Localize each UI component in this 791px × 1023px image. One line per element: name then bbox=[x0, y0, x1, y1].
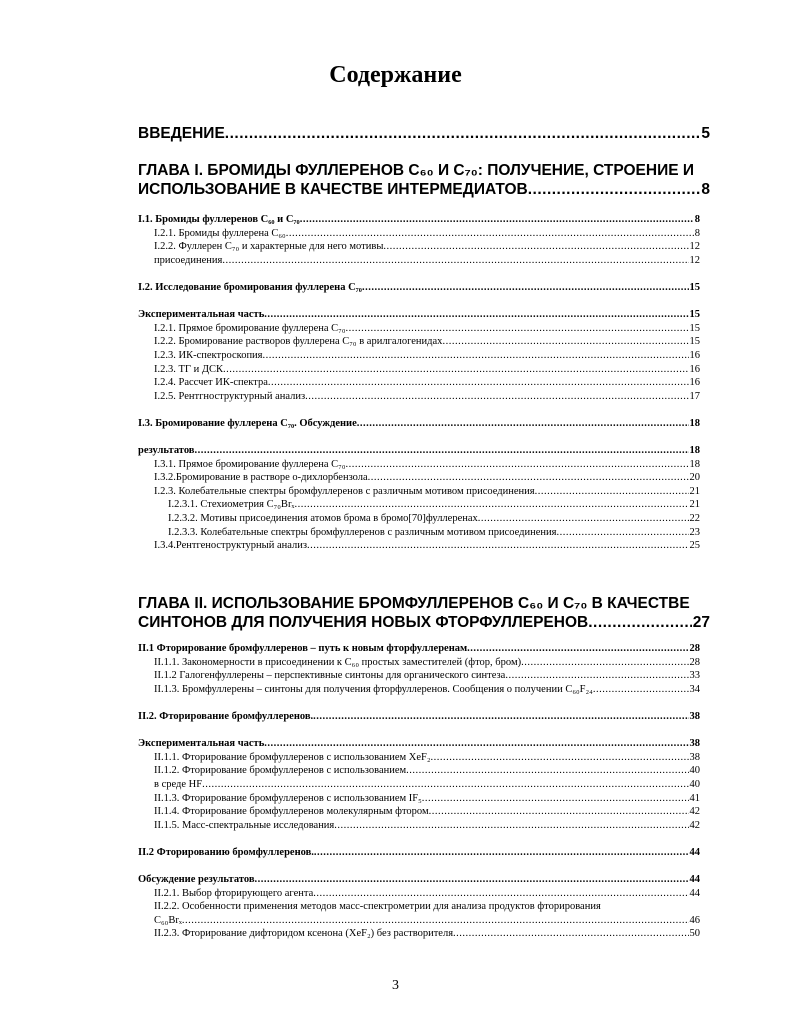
toc-entry-page: 15 bbox=[689, 336, 700, 348]
toc-entry[interactable] bbox=[138, 227, 700, 241]
toc-entry-title: Экспериментальная часть bbox=[138, 309, 265, 321]
toc-entry-title: Обсуждение результатов bbox=[138, 874, 255, 886]
toc-entry-page: 38 bbox=[689, 710, 700, 722]
toc-entry[interactable] bbox=[138, 349, 700, 363]
toc-entry-title: I.2.4. Рассчет ИК-спектра bbox=[154, 377, 268, 389]
toc-entry[interactable] bbox=[138, 322, 700, 336]
toc-entry[interactable] bbox=[138, 471, 700, 485]
toc-entry-title: I.2.3.1. Стехиометрия C₇₀Brₓ bbox=[168, 499, 295, 511]
toc-entry[interactable] bbox=[138, 526, 700, 540]
toc-entry-page: 22 bbox=[689, 513, 700, 525]
toc-entry-page: 18 bbox=[689, 445, 700, 457]
toc-entry[interactable] bbox=[138, 539, 700, 553]
toc-entry-title: I.2.3.2. Мотивы присоединения атомов брома в бромо[70]фуллеренах bbox=[168, 513, 478, 525]
toc-entry-title: I.2.3. ИК-спектроскопия bbox=[154, 349, 263, 361]
toc-entry-title: I.2.1. Бромиды фуллерена C₆₀ bbox=[154, 227, 286, 239]
leader-dots bbox=[383, 240, 688, 254]
toc-entry-title: II.2 Фторированию бромфуллеренов. bbox=[138, 846, 314, 858]
page-title: Содержание bbox=[329, 62, 462, 88]
toc-entry-title: II.1.1. Фторирование бромфуллеренов с использованием XeF₂ bbox=[154, 751, 431, 763]
toc-entry-page: 28 bbox=[689, 656, 700, 668]
toc-entry-title: I.2.3.3. Колебательные спектры бромфуллеренов с различным мотивом присоединения bbox=[168, 526, 557, 538]
toc-entry[interactable] bbox=[138, 417, 700, 431]
toc-introduction-page: 5 bbox=[701, 125, 710, 142]
leader-dots bbox=[588, 613, 692, 632]
leader-dots bbox=[314, 846, 689, 860]
toc-entry-page: 16 bbox=[689, 349, 700, 361]
leader-dots bbox=[286, 227, 694, 241]
toc-entry-page: 33 bbox=[689, 670, 700, 682]
leader-dots bbox=[453, 927, 688, 941]
toc-entry[interactable] bbox=[138, 778, 700, 792]
toc-entry-page: 44 bbox=[689, 887, 700, 899]
leader-dots bbox=[442, 335, 688, 349]
toc-entry[interactable] bbox=[138, 737, 700, 751]
toc-entry-title: в среде HF bbox=[154, 778, 203, 790]
toc-entry-page: 38 bbox=[689, 738, 700, 750]
leader-dots bbox=[255, 873, 689, 887]
toc-entry-title: II.1 Фторирование бромфуллеренов – путь к новым фторфуллеренам bbox=[138, 643, 468, 654]
leader-dots bbox=[202, 778, 688, 792]
toc-entry-page: 16 bbox=[689, 363, 700, 375]
leader-dots bbox=[268, 376, 689, 390]
toc-entry-title: II.1.3. Фторирование бромфуллеренов с использованием IF₅ bbox=[154, 792, 422, 804]
leader-dots bbox=[478, 512, 689, 526]
leader-dots bbox=[593, 683, 689, 697]
toc-chapter-2-entries bbox=[138, 642, 700, 941]
toc-entry[interactable] bbox=[138, 792, 700, 806]
leader-dots bbox=[223, 363, 688, 377]
toc-entry-page: 23 bbox=[689, 526, 700, 538]
leader-dots bbox=[505, 669, 688, 683]
toc-entry-title: II.1.2. Фторирование бромфуллеренов с использованием bbox=[154, 765, 407, 777]
toc-entry[interactable] bbox=[138, 751, 700, 765]
toc-introduction-label: ВВЕДЕНИЕ bbox=[138, 125, 225, 142]
toc-entry-page: 42 bbox=[689, 819, 700, 831]
toc-entry-page: 18 bbox=[689, 458, 700, 470]
toc-entry-title: I.3. Бромирование фуллерена C₇₀. Обсуждение bbox=[138, 417, 357, 429]
toc-entry-title: II.1.3. Бромфуллерены – синтоны для получения фторфуллеренов. Сообщения о получении C₆₀F₂₄ bbox=[154, 683, 593, 695]
toc-entry[interactable] bbox=[138, 498, 700, 512]
leader-dots bbox=[362, 281, 689, 295]
toc-entry-page: 38 bbox=[689, 751, 700, 763]
toc-entry-page: 25 bbox=[689, 540, 700, 552]
toc-entry-title: Экспериментальная часть bbox=[138, 738, 265, 750]
toc-entry[interactable] bbox=[138, 240, 700, 254]
toc-entry-title: II.2. Фторирование бромфуллеренов. bbox=[138, 710, 314, 722]
leader-dots bbox=[334, 819, 688, 833]
toc-entry-page: 15 bbox=[689, 309, 700, 321]
toc-entry-title: I.3.1. Прямое бромирование фуллерена C₇₀ bbox=[154, 458, 346, 470]
toc-entry-page: 28 bbox=[689, 643, 700, 654]
toc-entry-title: I.2. Исследование бромирования фуллерена C₇₀ bbox=[138, 281, 362, 293]
toc-entry[interactable] bbox=[138, 683, 700, 697]
toc-entry-title: II.2.3. Фторирование дифторидом ксенона (XeF₂) без растворителя bbox=[154, 928, 454, 940]
spacer bbox=[138, 696, 700, 710]
toc-introduction[interactable] bbox=[138, 124, 710, 143]
toc-entry-page: 15 bbox=[689, 322, 700, 334]
toc-entry[interactable] bbox=[138, 710, 700, 724]
toc-entry[interactable] bbox=[138, 335, 700, 349]
leader-dots bbox=[305, 390, 688, 404]
toc-entry-page: 12 bbox=[689, 241, 700, 253]
toc-entry-page: 46 bbox=[689, 914, 700, 926]
toc-entry[interactable] bbox=[138, 485, 700, 499]
toc-entry-page: 40 bbox=[689, 765, 700, 777]
toc-entry[interactable] bbox=[138, 390, 700, 404]
leader-dots bbox=[406, 764, 688, 778]
toc-entry[interactable] bbox=[138, 764, 700, 778]
toc-entry-title: I.3.2.Бромирование в растворе о-дихлорбензола bbox=[154, 472, 368, 484]
toc-entry-page: 17 bbox=[689, 390, 700, 402]
toc-chapter-1[interactable] bbox=[138, 161, 710, 199]
leader-dots bbox=[556, 526, 688, 540]
toc-entry[interactable] bbox=[138, 846, 700, 860]
leader-dots bbox=[294, 498, 688, 512]
toc-chapter-1-entries bbox=[138, 213, 700, 553]
toc-entry-page: 15 bbox=[689, 281, 700, 293]
chapter-1-title-line-2: ИСПОЛЬЗОВАНИЕ В КАЧЕСТВЕ ИНТЕРМЕДИАТОВ bbox=[138, 181, 528, 198]
toc-entry[interactable] bbox=[138, 308, 700, 322]
toc-entry-title: C₆₀Brₓ bbox=[154, 914, 182, 926]
toc-entry-title: присоединения bbox=[154, 254, 223, 266]
toc-entry-page: 18 bbox=[689, 417, 700, 429]
leader-dots bbox=[313, 710, 688, 724]
toc-entry[interactable] bbox=[138, 669, 700, 683]
toc-entry[interactable] bbox=[138, 213, 700, 227]
toc-entry-page: 40 bbox=[689, 778, 700, 790]
leader-dots bbox=[300, 213, 694, 227]
toc-entry-page: 21 bbox=[689, 485, 700, 497]
toc-entry-page: 20 bbox=[689, 472, 700, 484]
spacer bbox=[138, 724, 700, 738]
leader-dots bbox=[307, 539, 688, 553]
leader-dots bbox=[264, 737, 688, 751]
toc-entry-title: II.1.4. Фторирование бромфуллеренов молекулярным фтором bbox=[154, 806, 429, 818]
toc-entry-title: II.1.1. Закономерности в присоединении к C₆₀ простых заместителей (фтор, бром) bbox=[154, 656, 522, 668]
spacer bbox=[138, 403, 700, 417]
toc-entry-page: 8 bbox=[694, 227, 700, 239]
toc-entry-title: II.1.2 Галогенфуллерены – перспективные синтоны для органического синтеза bbox=[154, 670, 506, 682]
leader-dots bbox=[368, 471, 689, 485]
leader-dots bbox=[225, 124, 701, 143]
toc-entry[interactable] bbox=[138, 656, 700, 670]
toc-entry-page: 44 bbox=[689, 846, 700, 858]
toc-entry-title: I.2.2. Фуллерен C₇₀ и характерные для него мотивы bbox=[154, 241, 384, 253]
toc-entry[interactable] bbox=[138, 887, 700, 901]
toc-entry[interactable] bbox=[138, 254, 700, 268]
toc-entry-title: I.1. Бромиды фуллеренов C₆₀ и C₇₀ bbox=[138, 214, 300, 225]
toc-entry-page: 34 bbox=[689, 683, 700, 695]
toc-entry-title: II.2.1. Выбор фторирующего агента bbox=[154, 887, 314, 899]
toc-entry[interactable] bbox=[138, 914, 700, 928]
leader-dots bbox=[313, 887, 688, 901]
chapter-1-title-line-1: ГЛАВА I. БРОМИДЫ ФУЛЛЕРЕНОВ C₆₀ И C₇₀: ПОЛУЧЕНИЕ, СТРОЕНИЕ И bbox=[138, 162, 695, 179]
chapter-2-title-line-2: СИНТОНОВ ДЛЯ ПОЛУЧЕНИЯ НОВЫХ ФТОРФУЛЛЕРЕНОВ bbox=[138, 614, 589, 631]
toc-entry[interactable] bbox=[138, 805, 700, 819]
toc-entry[interactable] bbox=[138, 363, 700, 377]
leader-dots bbox=[194, 444, 688, 458]
leader-dots bbox=[429, 805, 689, 819]
leader-dots bbox=[467, 642, 688, 656]
page-number: 3 bbox=[392, 978, 399, 993]
toc-entry-title: I.2.2. Бромирование растворов фуллерена C₇₀ в арилгалогенидах bbox=[154, 336, 443, 348]
leader-dots bbox=[346, 458, 689, 472]
toc-entry-title: результатов bbox=[138, 445, 195, 457]
toc-entry-title: I.2.5. Рентгноструктурный анализ bbox=[154, 390, 306, 402]
toc-entry[interactable] bbox=[138, 376, 700, 390]
toc-entry[interactable] bbox=[138, 819, 700, 833]
toc-entry-page: 44 bbox=[689, 874, 700, 886]
spacer bbox=[138, 832, 700, 846]
leader-dots bbox=[264, 308, 688, 322]
toc-entry-page: 42 bbox=[689, 806, 700, 818]
toc-entry-title: I.3.4.Рентгеноструктурный анализ bbox=[154, 540, 308, 552]
leader-dots bbox=[346, 322, 689, 336]
toc-entry[interactable] bbox=[138, 458, 700, 472]
toc-entry[interactable] bbox=[138, 642, 700, 656]
leader-dots bbox=[535, 485, 689, 499]
chapter-2-title-line-1: ГЛАВА II. ИСПОЛЬЗОВАНИЕ БРОМФУЛЛЕРЕНОВ C₆₀ И C₇₀ В КАЧЕСТВЕ bbox=[138, 595, 690, 612]
toc-entry[interactable] bbox=[138, 444, 700, 458]
leader-dots bbox=[521, 656, 688, 670]
toc-entry[interactable] bbox=[138, 281, 700, 295]
toc-entry[interactable] bbox=[138, 927, 700, 941]
toc-entry-page: 12 bbox=[689, 254, 700, 266]
toc-entry-page: 16 bbox=[689, 377, 700, 389]
chapter-2-page: 27 bbox=[692, 614, 710, 631]
leader-dots bbox=[431, 751, 689, 765]
leader-dots bbox=[182, 914, 689, 928]
leader-dots bbox=[422, 792, 689, 806]
leader-dots bbox=[263, 349, 689, 363]
toc-entry[interactable] bbox=[138, 900, 700, 914]
spacer bbox=[138, 267, 700, 281]
toc-entry-title: II.2.2. Особенности применения методов масс-спектрометрии для анализа продуктов фторирования bbox=[154, 901, 601, 913]
spacer bbox=[138, 431, 700, 445]
toc-entry-page: 41 bbox=[689, 792, 700, 804]
leader-dots bbox=[528, 180, 701, 199]
toc-entry[interactable] bbox=[138, 512, 700, 526]
chapter-1-page: 8 bbox=[701, 181, 710, 198]
leader-dots bbox=[357, 417, 689, 431]
spacer bbox=[138, 860, 700, 874]
toc-entry-page: 50 bbox=[689, 928, 700, 940]
toc-entry-title: I.2.1. Прямое бромирование фуллерена C₇₀ bbox=[154, 322, 346, 334]
spacer bbox=[138, 295, 700, 309]
toc-entry-page: 8 bbox=[694, 214, 700, 225]
toc-entry-title: I.2.3. ТГ и ДСК bbox=[154, 363, 224, 375]
leader-dots bbox=[222, 254, 688, 268]
toc-entry-page: 21 bbox=[689, 499, 700, 511]
toc-entry-title: II.1.5. Масс-спектральные исследования bbox=[154, 819, 335, 831]
toc-entry[interactable] bbox=[138, 873, 700, 887]
toc-chapter-2[interactable] bbox=[138, 594, 710, 632]
toc-entry-title: I.2.3. Колебательные спектры бромфуллеренов с различным мотивом присоединения bbox=[154, 485, 535, 497]
